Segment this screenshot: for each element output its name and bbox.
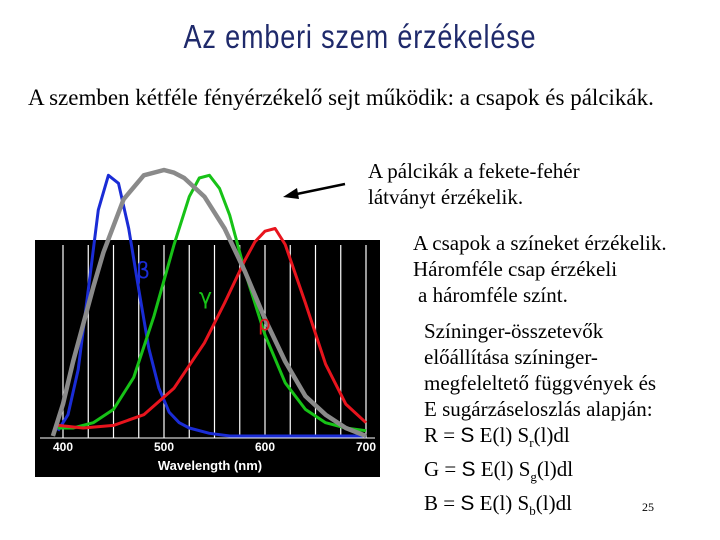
chart-panel xyxy=(35,240,380,477)
rho-curve-label: ρ xyxy=(258,311,271,335)
cones-note xyxy=(413,230,667,308)
gamma-curve-label: γ xyxy=(199,285,213,310)
x-tick-label: 600 xyxy=(254,440,276,454)
page-title: Az emberi szem érzékelése xyxy=(183,18,537,55)
beta-curve-label: β xyxy=(136,259,151,284)
intro-text: A szemben kétféle fényérzékelő sejt működik: a csapok és pálcikák. xyxy=(28,85,654,110)
cones-note-line: A csapok a színeket érzékelik. xyxy=(413,231,667,255)
cones-note-line: Háromféle csap érzékeli xyxy=(413,257,618,281)
formula-intro-line: megfeleltető függvények és xyxy=(424,371,657,395)
formula-intro-line: Színinger-összetevők xyxy=(424,319,604,343)
formula-g: G = S E(l) $S_g(l)dl$ xyxy=(424,457,574,485)
formula-intro-line: E sugárzáseloszlás alapján: xyxy=(424,397,653,421)
pointer-arrow xyxy=(283,184,345,199)
formula-b: B = S E(l) $S_b(l)dl$ xyxy=(424,491,572,519)
x-tick-label: 400 xyxy=(52,440,74,454)
formula-intro-line: előállítása színinger- xyxy=(424,345,598,369)
formula-block xyxy=(424,318,656,525)
page-number: 25 xyxy=(642,500,654,514)
chart-x-axis-label: Wavelength (nm) xyxy=(157,458,263,473)
cones-note-line: a háromféle színt. xyxy=(418,283,568,307)
rods-note-line: A pálcikák a fekete-fehér xyxy=(368,159,580,183)
rods-note-line: látványt érzékelik. xyxy=(368,185,524,209)
x-tick-label: 500 xyxy=(153,440,175,454)
x-tick-label: 700 xyxy=(355,440,377,454)
rods-note xyxy=(368,158,580,210)
formula-r: R = S E(l) $S_r(l)dl$ xyxy=(424,423,570,451)
